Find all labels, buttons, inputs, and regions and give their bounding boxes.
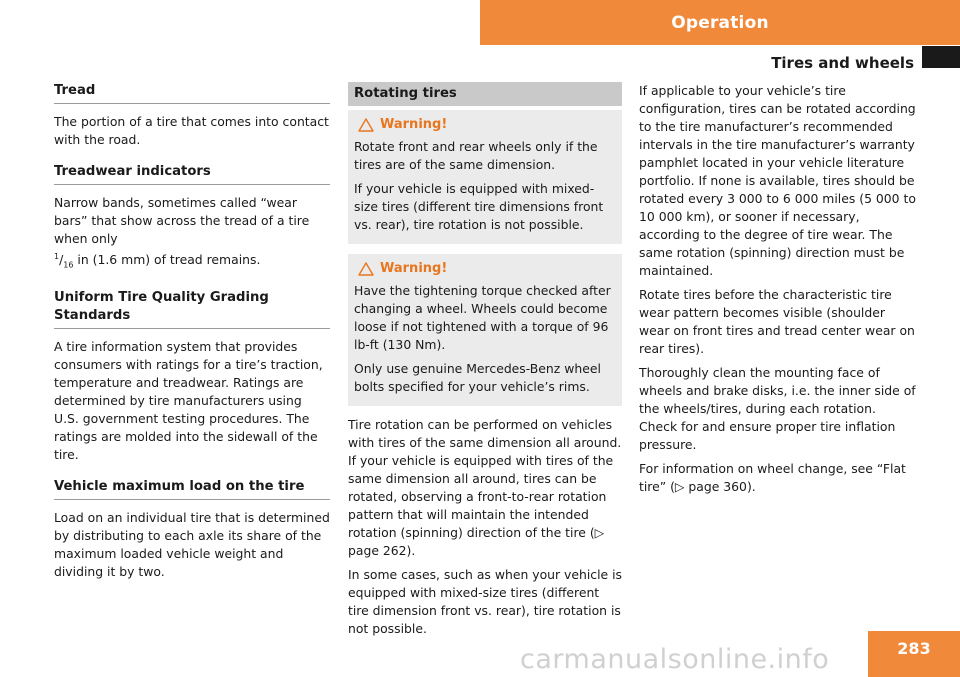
section-header bbox=[480, 0, 960, 45]
warning-label-2: Warning! bbox=[380, 261, 448, 276]
section-treadwear bbox=[54, 163, 330, 275]
text-utqg: A tire information system that provides consumers with ratings for a tire’s traction, temperature and treadwear. Ratings are determined by tire manufacturers using U.S. government testing procedures. The ratings are molded into the sidewall of the tire. bbox=[54, 338, 323, 462]
page-number bbox=[868, 631, 960, 677]
warning-2-text-2: Only use genuine Mercedes-Benz wheel bolts specified for your vehicle’s rims. bbox=[354, 361, 601, 394]
heading-maxload: Vehicle maximum load on the tire bbox=[54, 478, 330, 500]
warning-1-text-2: If your vehicle is equipped with mixed-size tires (different tire dimensions front vs. rear), tire rotation is not possible. bbox=[354, 181, 604, 232]
heading-rotating-tires: Rotating tires bbox=[348, 82, 622, 106]
warning-2-text-1: Have the tightening torque checked after changing a wheel. Wheels could become loose if not tightened with a torque of 96 lb-ft (130 Nm). bbox=[354, 283, 611, 352]
wheel-change-text: For information on wheel change, see “Flat tire” (▷ page 360). bbox=[639, 461, 906, 494]
header-marker bbox=[922, 46, 960, 68]
heading-treadwear: Treadwear indicators bbox=[54, 163, 330, 185]
interval-text: If applicable to your vehicle’s tire configuration, tires can be rotated according to the tire manufacturer’s recommended intervals in the tire manufacturer’s warranty pamphlet located in your vehicle literature portfolio. If none is available, tires should be rotated every 3 000 to 6 000 miles (5 000 to 10 000 km), or sooner if necessary, according to the degree of tire wear. The same rotation (spinning) direction must be maintained. bbox=[639, 83, 916, 278]
heading-tread: Tread bbox=[54, 82, 330, 104]
warning-header-2 bbox=[354, 260, 616, 278]
rotation-text-1: Tire rotation can be performed on vehicles with tires of the same dimension all around. If your vehicle is equipped with tires of the same dimension all around, tires can be rotated, observing a front-to-rear rotation pattern that will maintain the intended rotation (spinning) direction of the tire (▷ page 262). bbox=[348, 417, 622, 558]
section-maxload bbox=[54, 478, 330, 581]
section-tread bbox=[54, 82, 330, 149]
warning-triangle-icon bbox=[358, 262, 374, 276]
treadwear-text-pre: Narrow bands, sometimes called “wear bars” that show across the tread of a tire when only bbox=[54, 195, 310, 246]
heading-utqg: Uniform Tire Quality Grading Standards bbox=[54, 289, 330, 329]
watermark: carmanualsonline.info bbox=[520, 644, 830, 675]
warning-1-text-1: Rotate front and rear wheels only if the tires are of the same dimension. bbox=[354, 139, 598, 172]
warning-box-2 bbox=[348, 254, 622, 406]
text-treadwear: Narrow bands, sometimes called “wear bars” that show across the tread of a tire when only $^1/_{16}$ in (1.6 mm) of tread remains. bbox=[54, 195, 310, 270]
text-tread: The portion of a tire that comes into contact with the road. bbox=[54, 114, 329, 147]
wear-pattern-text: Rotate tires before the characteristic tire wear pattern becomes visible (shoulder wear on front tires and tread center wear on rear tires). bbox=[639, 287, 915, 356]
cleaning-text: Thoroughly clean the mounting face of wheels and brake disks, i.e. the inner side of the wheels/tires, during each rotation. Check for and ensure proper tire inflation pressure. bbox=[639, 365, 916, 452]
warning-box-1 bbox=[348, 110, 622, 244]
treadwear-text-post: in (1.6 mm) of tread remains. bbox=[73, 252, 261, 268]
section-title: Operation bbox=[671, 12, 769, 33]
column-right bbox=[639, 82, 916, 502]
warning-triangle-icon bbox=[358, 118, 374, 132]
fraction-numerator: 1 bbox=[54, 252, 60, 261]
text-maxload: Load on an individual tire that is determined by distributing to each axle its share of the maximum loaded vehicle weight and dividing it by two. bbox=[54, 509, 330, 579]
section-utqg bbox=[54, 289, 330, 464]
fraction-denominator: 16 bbox=[63, 260, 74, 270]
warning-label-1: Warning! bbox=[380, 117, 448, 132]
column-left bbox=[54, 82, 330, 595]
warning-header-1 bbox=[354, 116, 616, 134]
column-middle bbox=[348, 82, 622, 644]
page-number-text: 283 bbox=[897, 639, 931, 658]
rotation-text-2: In some cases, such as when your vehicle is equipped with mixed-size tires (different tire dimension front vs. rear), tire rotation is not possible. bbox=[348, 567, 622, 636]
subsection-title: Tires and wheels bbox=[771, 54, 914, 72]
